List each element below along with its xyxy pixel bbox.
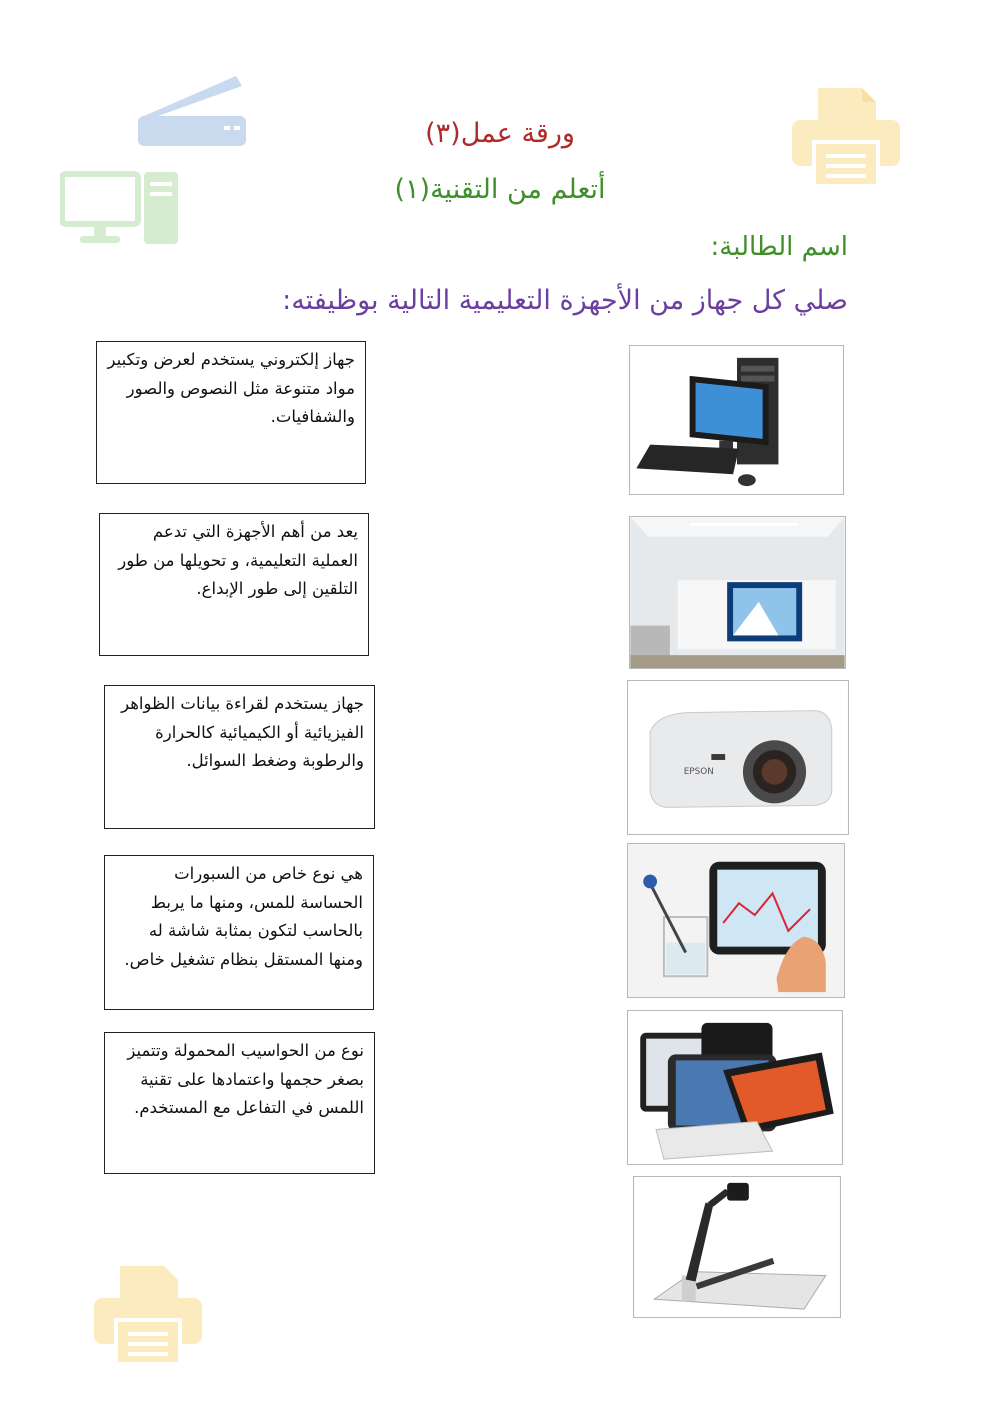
description-box-3[interactable] [104,685,375,829]
worksheet-subtitle: أتعلم من التقنية(١) [394,174,606,205]
desktop-computer-icon [630,346,843,494]
tablets-icon [628,1011,842,1164]
projector-brand: EPSON [683,766,714,777]
interactive-whiteboard-icon [630,517,845,668]
printer-icon [92,1262,204,1366]
description-text: هي نوع خاص من السبورات الحساسة للمس، ومنها ما يربط بالحاسب لتكون بمثابة شاشة له ومنها المستقل بنظام تشغيل خاص. [124,864,363,969]
description-text: جهاز يستخدم لقراءة بيانات الظواهر الفيزيائية أو الكيميائية كالحرارة والرطوبة وضغط السوائل. [121,694,364,770]
device-image-desktop[interactable] [629,345,844,495]
device-image-document-camera[interactable] [633,1176,841,1318]
worksheet-title: ورقة عمل(٣) [425,118,575,149]
description-box-2[interactable] [99,513,369,656]
description-box-4[interactable] [104,855,374,1010]
student-name-label: اسم الطالبة: [710,232,848,262]
device-image-tablets[interactable] [627,1010,843,1165]
document-camera-icon [634,1177,840,1317]
description-text: يعد من أهم الأجهزة التي تدعم العملية التعليمية، و تحويلها من طور التلقين إلى طور الإبداع. [118,522,358,598]
data-logger-sensor-icon [628,844,844,997]
device-image-projector[interactable] [627,680,849,835]
description-box-1[interactable] [96,341,366,484]
instruction-text: صلي كل جهاز من الأجهزة التعليمية التالية بوظيفته: [282,285,848,316]
description-box-5[interactable] [104,1032,375,1174]
device-image-interactive-whiteboard[interactable] [629,516,846,669]
device-image-data-logger[interactable] [627,843,845,998]
description-text: جهاز إلكتروني يستخدم لعرض وتكبير مواد متنوعة مثل النصوص والصور والشفافيات. [107,350,355,426]
description-text: نوع من الحواسيب المحمولة وتتميز بصغر حجمها واعتمادها على تقنية اللمس في التفاعل مع المستخدم. [127,1041,364,1117]
projector-icon [628,681,848,834]
